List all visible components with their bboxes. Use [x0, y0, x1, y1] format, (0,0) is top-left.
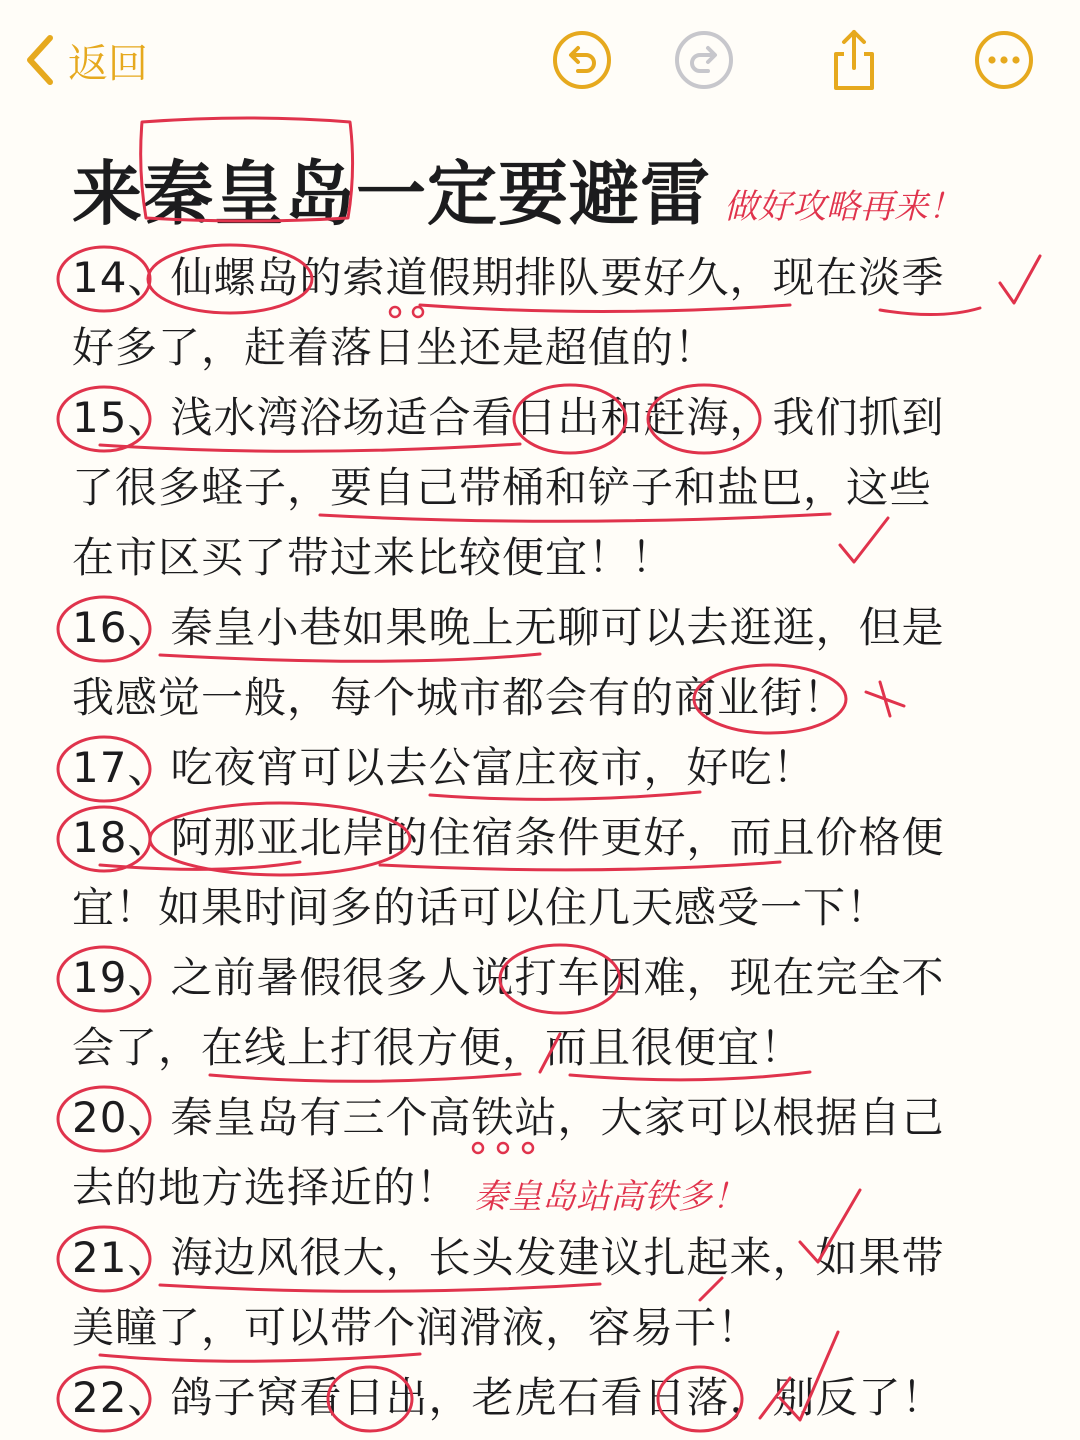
- note-line: 18、阿那亚北岸的住宿条件更好，而且价格便: [72, 813, 945, 862]
- note-title[interactable]: 来秦皇岛一定要避雷: [72, 153, 711, 235]
- note-line: 14、仙螺岛的索道假期排队要好久，现在淡季: [72, 253, 945, 302]
- note-line: 21、海边风很大，长头发建议扎起来，如果带: [72, 1233, 945, 1282]
- note-line: 去的地方选择近的！: [72, 1163, 460, 1212]
- note-line: 好多了，赶着落日坐还是超值的！: [72, 323, 718, 372]
- note-line: 会了，在线上打很方便，而且很便宜！: [72, 1023, 804, 1072]
- note-line: 19、之前暑假很多人说打车困难，现在完全不: [72, 953, 945, 1002]
- note-line: 美瞳了，可以带个润滑液，容易干！: [72, 1303, 761, 1352]
- back-button[interactable]: [22, 30, 148, 90]
- note-line: 17、吃夜宵可以去公富庄夜市，好吃！: [72, 743, 816, 792]
- note-line: 宜！如果时间多的话可以住几天感受一下！: [72, 883, 890, 932]
- note-line: 我感觉一般，每个城市都会有的商业街！: [72, 673, 847, 722]
- note-line: 22、鸽子窝看日出，老虎石看日落，别反了！: [72, 1373, 945, 1422]
- note-body[interactable]: [72, 243, 1012, 1433]
- note-line: 了很多蛏子，要自己带桶和铲子和盐巴，这些: [72, 463, 933, 512]
- note-line: 在市区买了带过来比较便宜！！: [72, 533, 675, 582]
- note-line: 15、浅水湾浴场适合看日出和赶海，我们抓到: [72, 393, 945, 442]
- redo-icon[interactable]: [672, 28, 736, 92]
- title-handwritten-note: 做好攻略再来！: [724, 187, 962, 227]
- undo-icon[interactable]: [550, 28, 614, 92]
- more-icon[interactable]: [972, 28, 1036, 92]
- chevron-left-icon: [22, 32, 58, 88]
- share-icon[interactable]: [822, 28, 886, 92]
- note-line: 20、秦皇岛有三个高铁站，大家可以根据自己: [72, 1093, 945, 1142]
- top-toolbar: [0, 0, 1080, 120]
- back-label: 返回: [68, 40, 148, 87]
- note-line: 16、秦皇小巷如果晚上无聊可以去逛逛，但是: [72, 603, 945, 652]
- station-handwritten-note: 秦皇岛站高铁多！: [474, 1177, 746, 1217]
